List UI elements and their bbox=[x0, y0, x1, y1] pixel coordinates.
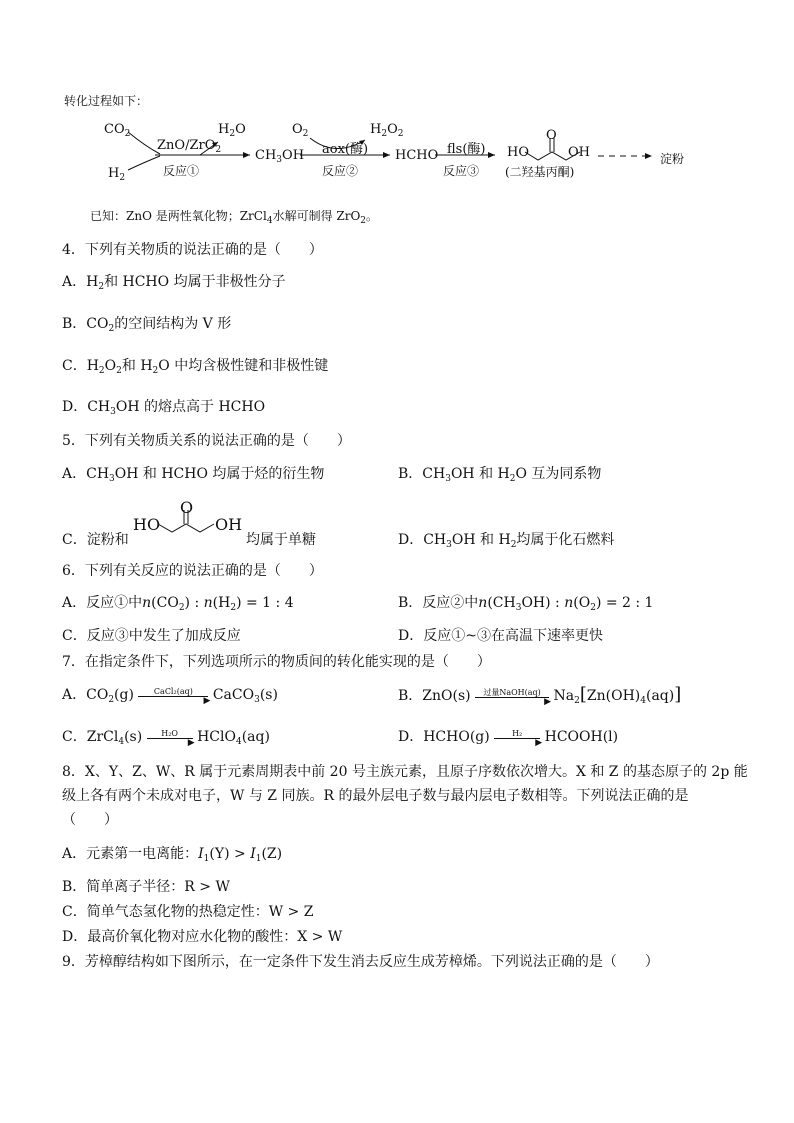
q5-option-b[interactable]: B．$CH_3OH$ 和 $H_2O$ 互为同系物 bbox=[398, 466, 602, 484]
q9-stem: 9．芳樟醇结构如下图所示，在一定条件下发生消去反应生成芳樟烯。下列说法正确的是（ ） bbox=[62, 954, 659, 970]
q7-option-d[interactable]: D．HCHO(g) H₂ ▶ HCOOH(l) bbox=[398, 728, 619, 748]
q8-option-c[interactable]: C．简单气态氢化物的热稳定性：W > Z bbox=[62, 904, 314, 920]
q7-option-a[interactable]: A．$CO_2(g)$ CaCl₂(aq) ▶ CaCO$_3$(s) bbox=[62, 686, 278, 706]
q4-stem: 4．下列有关物质的说法正确的是（ ） bbox=[62, 242, 323, 258]
q4-option-a[interactable]: A．$H_2$和 HCHO 均属于非极性分子 bbox=[62, 274, 286, 292]
dha-o-text: O bbox=[180, 498, 194, 517]
q8-option-a[interactable]: A．元素第一电离能：$I_1(Y) > I_1(Z)$ bbox=[62, 846, 283, 864]
q5-stem: 5．下列有关物质关系的说法正确的是（ ） bbox=[62, 433, 351, 449]
q7-d-arrow: H₂ ▶ bbox=[494, 736, 540, 739]
dha-ho-text: HO bbox=[133, 515, 161, 534]
q5-option-d[interactable]: D．$CH_3OH$ 和 $H_2$均属于化石燃料 bbox=[398, 532, 615, 550]
q8-stem-line2: 级上各有两个未成对电子，W 与 Z 同族。R 的最外层电子数与最内层电子数相等。下列说法正确的是 bbox=[62, 788, 689, 804]
q5-option-c[interactable]: C．淀粉和 bbox=[62, 532, 129, 548]
dha-ho-label: HO bbox=[507, 145, 529, 160]
h2-label: $H_2$ bbox=[108, 166, 126, 183]
q7-a-arrow: CaCl₂(aq) ▶ bbox=[138, 694, 208, 697]
h2o2-label: $H_2O_2$ bbox=[370, 122, 404, 139]
q5-option-c-tail: 均属于单糖 bbox=[246, 532, 316, 548]
known-info: 已知：ZnO 是两性氧化物；ZrCl$_4$水解可制得 ZrO$_2$。 bbox=[90, 209, 379, 226]
q6-option-c[interactable]: C．反应③中发生了加成反应 bbox=[62, 628, 241, 644]
catalyst-1-label: ZnO/ZrO$_2$ bbox=[157, 138, 222, 155]
q8-option-b[interactable]: B．简单离子半径：R > W bbox=[62, 879, 230, 895]
fls-enzyme-label: fls(酶) bbox=[447, 142, 486, 157]
dha-oh-text: OH bbox=[215, 515, 243, 534]
reaction-1-label: 反应① bbox=[163, 164, 200, 178]
ch3oh-label: $CH_3OH$ bbox=[255, 148, 305, 165]
starch-label: 淀粉 bbox=[660, 152, 685, 166]
q7-stem: 7．在指定条件下，下列选项所示的物质间的转化能实现的是（ ） bbox=[62, 654, 491, 670]
q8-option-d[interactable]: D．最高价氧化物对应水化物的酸性：X > W bbox=[62, 929, 343, 945]
h2o-product-label: $H_2O$ bbox=[218, 122, 246, 139]
q7-option-b[interactable]: B．ZnO(s) 过量NaOH(aq) ▶ $Na_2[Zn(OH)_4(aq)]$ bbox=[398, 684, 682, 707]
dha-o-label: O bbox=[546, 128, 557, 143]
q6-option-b[interactable]: B．反应②中$n(CH_3OH)$ : $n(O_2) = 2$ : 1 bbox=[398, 595, 654, 613]
q6-option-a[interactable]: A．反应①中$n(CO_2)$ : $n(H_2) = 1$ : 4 bbox=[62, 595, 294, 613]
co2-label: $CO_2$ bbox=[104, 122, 131, 139]
intro-text: 转化过程如下： bbox=[64, 94, 149, 108]
dha-name-label: (二羟基丙酮) bbox=[505, 165, 575, 179]
q8-stem-line1: 8．X、Y、Z、W、R 属于元素周期表中前 20 号主族元素，且原子序数依次增大。X 和 Z 的基态原子的 2p 能 bbox=[62, 764, 748, 780]
q7-c-arrow: H₂O ▶ bbox=[147, 736, 193, 739]
q4-option-c[interactable]: C．$H_2O_2$和 $H_2O$ 中均含极性键和非极性键 bbox=[62, 358, 329, 376]
q6-stem: 6．下列有关反应的说法正确的是（ ） bbox=[62, 563, 323, 579]
reaction-2-label: 反应② bbox=[322, 164, 359, 178]
q6-option-d[interactable]: D．反应①~③在高温下速率更快 bbox=[398, 628, 603, 644]
dha-oh-label: OH bbox=[568, 145, 590, 160]
q7-option-c[interactable]: C．ZrCl$_4$(s) H₂O ▶ HClO$_4$(aq) bbox=[62, 728, 270, 748]
q8-stem-line3: （ ） bbox=[62, 812, 118, 828]
q4-option-b[interactable]: B．$CO_2$的空间结构为 V 形 bbox=[62, 316, 232, 334]
hcho-label: HCHO bbox=[395, 148, 439, 163]
q7-b-arrow: 过量NaOH(aq) ▶ bbox=[475, 695, 549, 698]
o2-label: $O_2$ bbox=[292, 122, 309, 139]
aox-enzyme-label: aox(酶) bbox=[322, 142, 369, 157]
q4-option-d[interactable]: D．$CH_3OH$ 的熔点高于 HCHO bbox=[62, 399, 266, 417]
reaction-3-label: 反应③ bbox=[443, 164, 480, 178]
q5-option-a[interactable]: A．$CH_3OH$ 和 HCHO 均属于烃的衍生物 bbox=[62, 466, 325, 484]
